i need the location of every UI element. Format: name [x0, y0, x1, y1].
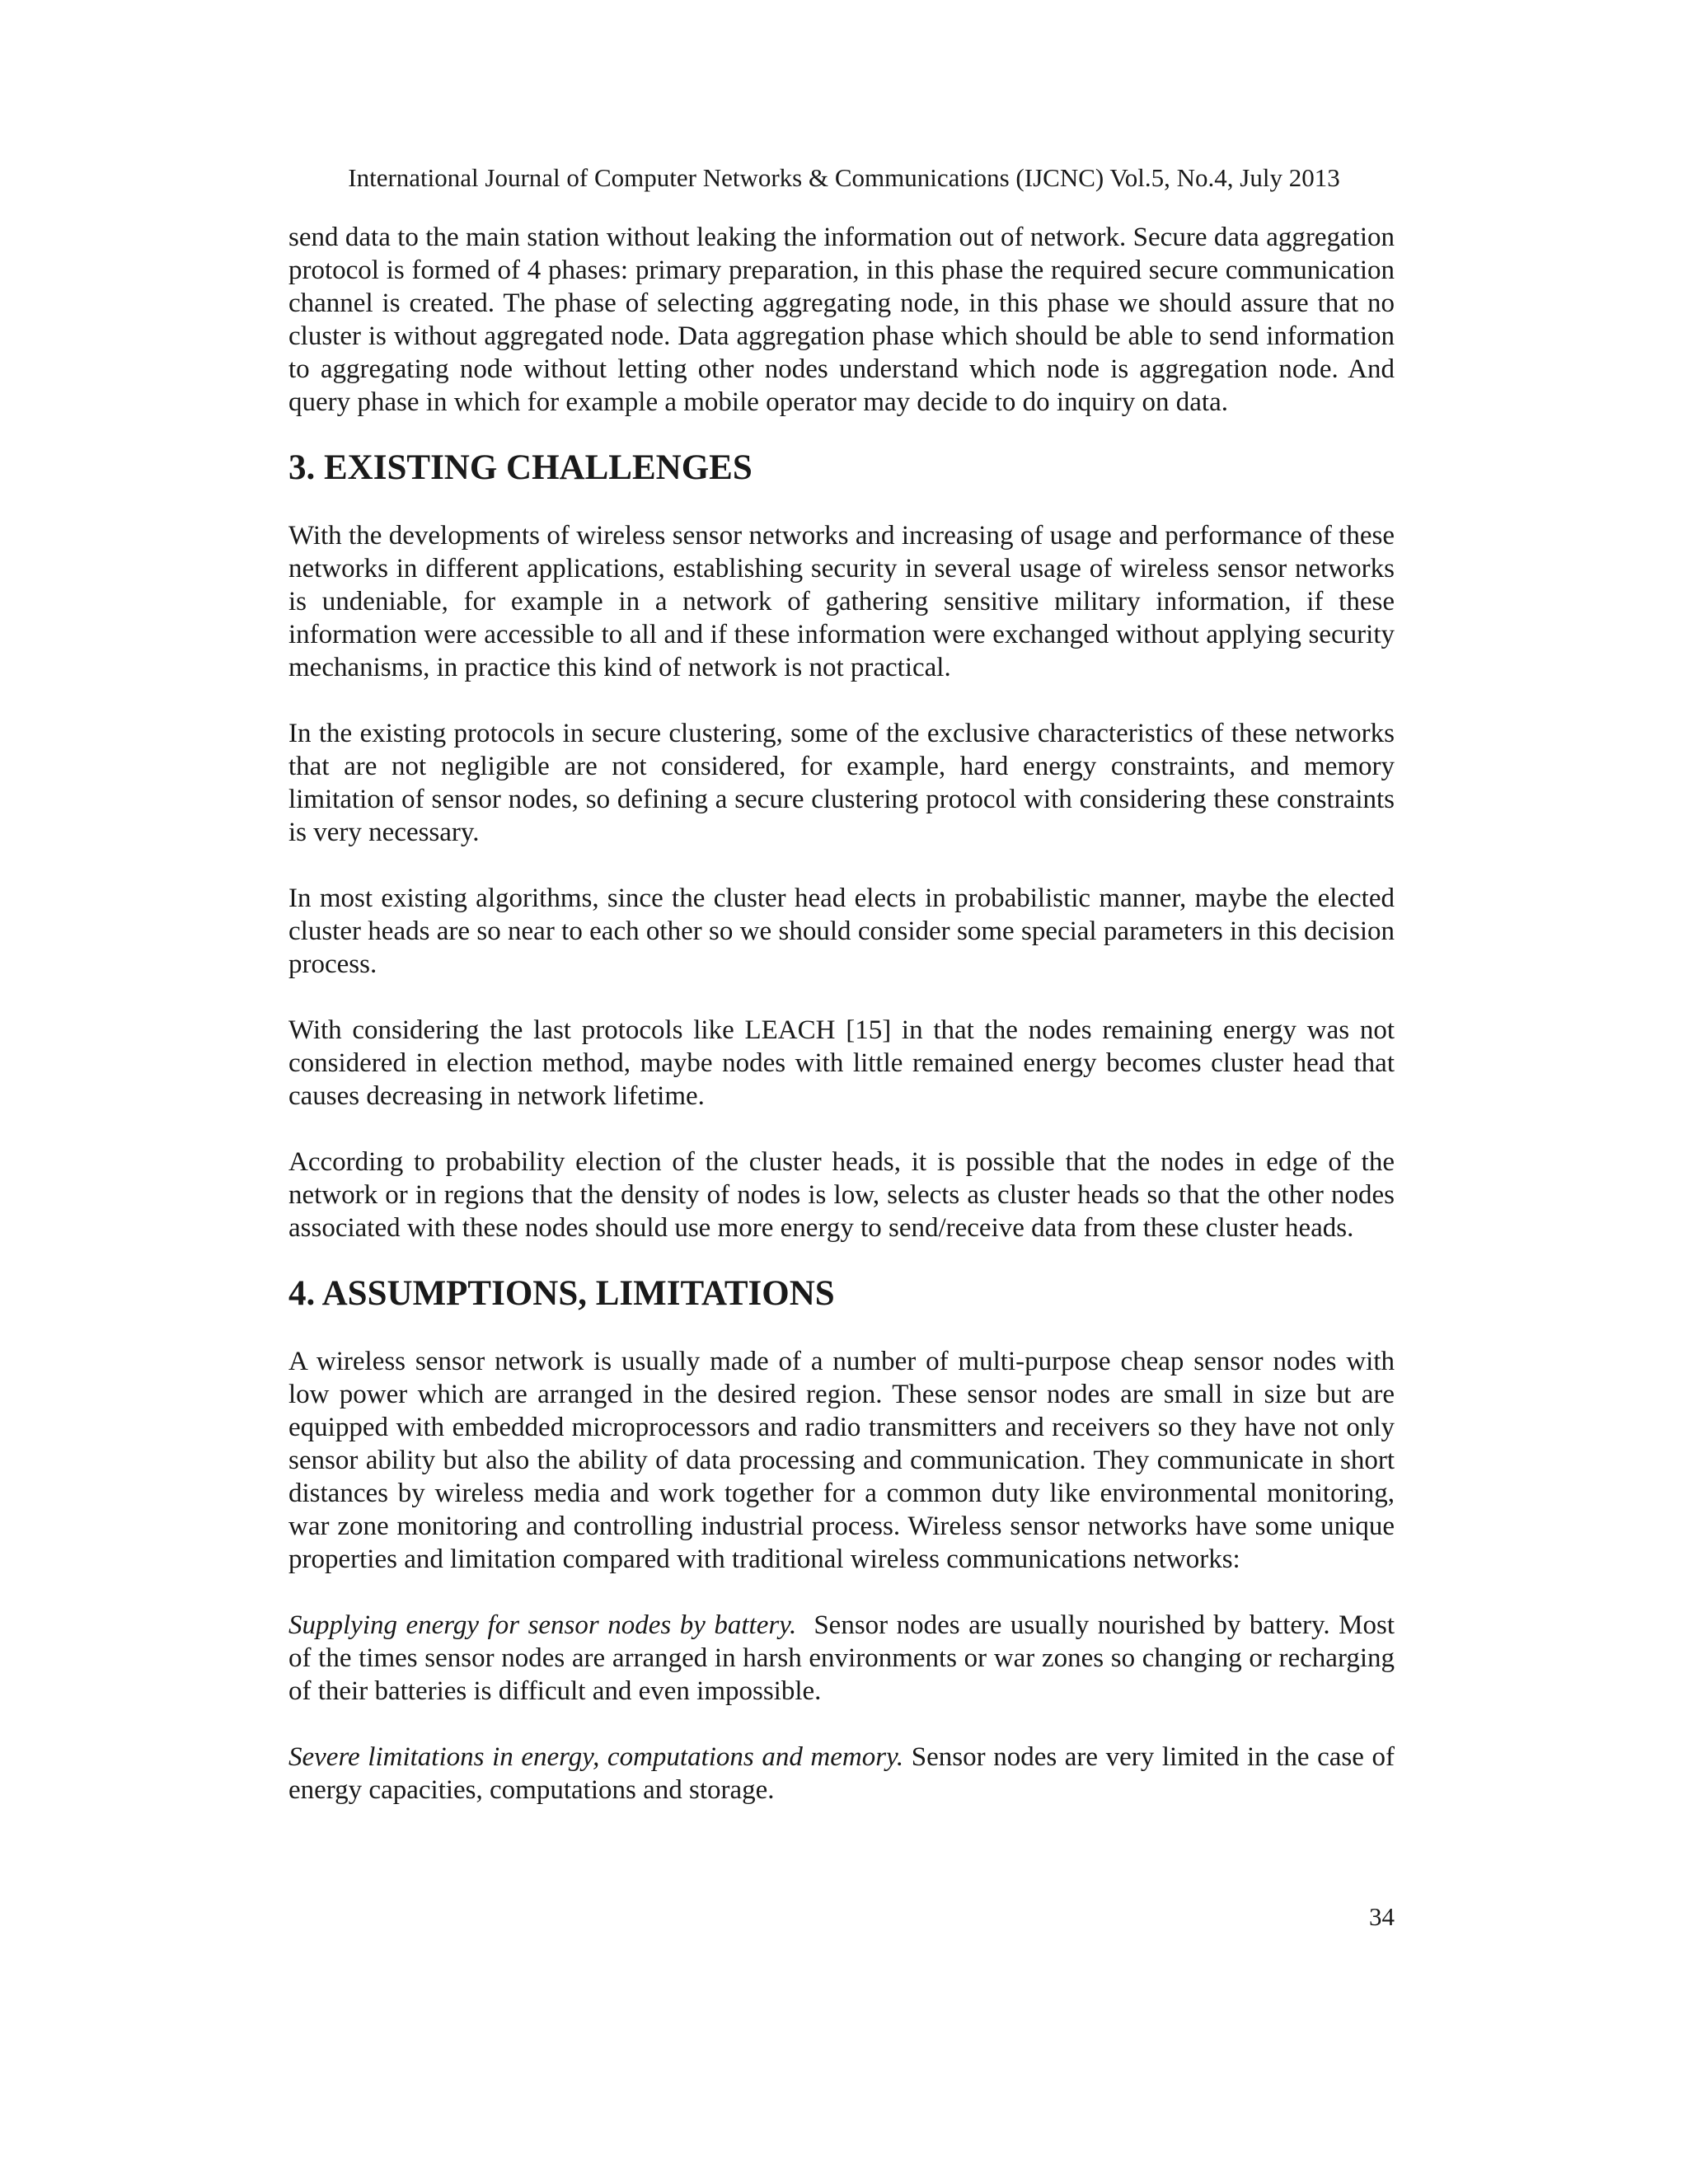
limitation-item-energy — [288, 1741, 1395, 1807]
section-heading-assumptions-limitations: 4. ASSUMPTIONS, LIMITATIONS — [288, 1274, 835, 1313]
limitation-text-battery: Sensor nodes are usually nourished by battery. Most of the times sensor nodes are arranged in harsh environments or war zones so changing or recharging of their batteries is difficult and even impossible. — [288, 1610, 1395, 1706]
limitation-text-energy: Sensor nodes are very limited in the case of energy capacities, computations and storage. — [288, 1742, 1395, 1805]
intro-paragraph: send data to the main station without leaking the information out of network. Secure data aggregation protocol is formed of 4 phases: primary preparation, in this phase the required secure communication channel is created. The phase of selecting aggregating node, in this phase we should assure that no cluster is without aggregated node. Data aggregation phase which should be able to send information to aggregating node without letting other nodes understand which node is aggregation node. And query phase in which for example a mobile operator may decide to do inquiry on data. — [288, 223, 1395, 417]
challenges-paragraph-4: With considering the last protocols like LEACH [15] in that the nodes remaining energy was not considered in election method, maybe nodes with little remained energy becomes cluster head that causes decreasing in network lifetime. — [288, 1015, 1395, 1111]
challenges-paragraph-2: In the existing protocols in secure clustering, some of the exclusive characteristics of these networks that are not negligible are not considered, for example, hard energy constraints, and memory limitation of sensor nodes, so defining a secure clustering protocol with considering these constraints is very necessary. — [288, 719, 1395, 847]
page-number: 34 — [1369, 1902, 1395, 1931]
assumptions-paragraph: A wireless sensor network is usually made of a number of multi-purpose cheap sensor nodes with low power which are arranged in the desired region. These sensor nodes are small in size but are equipped with embedded microprocessors and radio transmitters and receivers so they have not only sensor ability but also the ability of data processing and communication. They communicate in short distances by wireless media and work together for a common duty like environmental monitoring, war zone monitoring and controlling industrial process. Wireless sensor networks have some unique properties and limitation compared with traditional wireless communications networks: — [288, 1347, 1395, 1574]
running-header: International Journal of Computer Networks & Communications (IJCNC) Vol.5, No.4, July 2013 — [348, 163, 1340, 192]
limitation-title-energy: Severe limitations in energy, computations and memory. — [288, 1742, 904, 1772]
challenges-paragraph-3: In most existing algorithms, since the cluster head elects in probabilistic manner, maybe the elected cluster heads are so near to each other so we should consider some special parameters in this decision process. — [288, 883, 1395, 979]
section-heading-existing-challenges: 3. EXISTING CHALLENGES — [288, 448, 753, 487]
limitation-title-battery: Supplying energy for sensor nodes by battery. — [288, 1610, 797, 1640]
page-content — [288, 221, 1395, 1807]
challenges-paragraph-1: With the developments of wireless sensor networks and increasing of usage and performance of these networks in different applications, establishing security in several usage of wireless sensor networks is undeniable, for example in a network of gathering sensitive military information, if these information were accessible to all and if these information were exchanged without applying security mechanisms, in practice this kind of network is not practical. — [288, 521, 1395, 682]
challenges-paragraph-5: According to probability election of the cluster heads, it is possible that the nodes in edge of the network or in regions that the density of nodes is low, selects as cluster heads so that the other nodes associated with these nodes should use more energy to send/receive data from these cluster heads. — [288, 1147, 1395, 1243]
limitation-item-battery — [288, 1609, 1395, 1708]
